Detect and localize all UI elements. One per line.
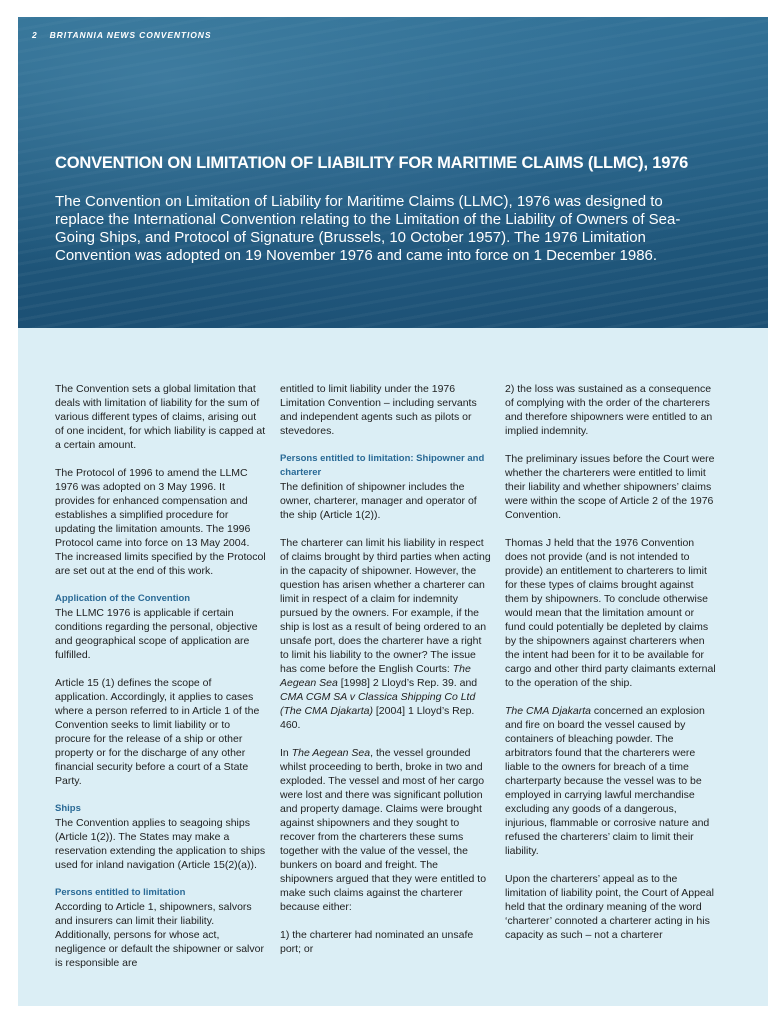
paragraph: The preliminary issues before the Court were whether the charterers were entitled to limit their liability and whether shipowners’ claims were within the scope of Article 2 of the 1976 Convention. — [505, 453, 715, 521]
section-heading: Application of the Convention — [55, 593, 191, 604]
section-heading: Persons entitled to limitation: Shipowner and charterer — [280, 453, 485, 478]
paragraph — [505, 704, 717, 858]
column-3 — [505, 382, 717, 956]
page-number: 2 — [32, 30, 38, 40]
paragraph: The Convention applies to seagoing ships (Article 1(2)). The States may make a reservation extending the application to ships used for inland navigation (Article 15(2)(a)). — [55, 817, 266, 871]
hero-banner — [18, 17, 768, 328]
text-run: In — [280, 747, 292, 759]
text-run: concerned an explosion and fire on board the vessel caused by containers of bleaching powder. The arbitrators found that the charterers were liable to the owners for breach of a time charterparty because the vessel was to be employed in carrying lawful merchandise excluding any goods of a dangerous, injurious, flammable or corrosive nature and refused the charterers’ claim to limit their liability. — [505, 705, 710, 857]
text-run: [2004] 1 Lloyd’s Rep. 460. — [280, 705, 475, 731]
paragraph — [280, 536, 492, 732]
text-run: The charterer can limit his liability in respect of claims brought by third parties when acting in the capacity of shipowner. However, the question has arisen whether a charterer can limit in respect of a claim for indemnity pursued by the owners. For example, if the ship is lost as a result of being ordered to an unsafe port, does the charterer have a right to limit his liability to the owner? The issue has come before the English Courts: — [280, 537, 491, 675]
paragraph: The Convention sets a global limitation that deals with limitation of liability for the sum of various different types of claims, arising out of one incident, for which liability is capped at a certain amount. — [55, 383, 266, 451]
article-body — [18, 328, 768, 1006]
article-title: CONVENTION ON LIMITATION OF LIABILITY FOR MARITIME CLAIMS (LLMC), 1976 — [55, 154, 689, 172]
case-name: The Aegean Sea — [291, 747, 371, 759]
section-heading: Ships — [55, 803, 81, 814]
column-1 — [55, 382, 267, 984]
paragraph: The LLMC 1976 is applicable if certain conditions regarding the personal, objective and geographical scope of application are fulfilled. — [55, 607, 258, 661]
paragraph: entitled to limit liability under the 1976 Limitation Convention – including servants and independent agents such as pilots or stevedores. — [280, 383, 477, 437]
paragraph: Upon the charterers’ appeal as to the limitation of liability point, the Court of Appeal held that the ordinary meaning of the word ‘charterer’ connoted a charterer acting in his capacity as such – not a charterer — [505, 873, 714, 941]
running-title: BRITANNIA NEWS CONVENTIONS — [49, 30, 212, 40]
case-name: CMA CGM SA v Classica Shipping Co Ltd (The CMA Djakarta) — [280, 691, 476, 717]
section-heading: Persons entitled to limitation — [55, 887, 186, 898]
text-run: [1998] 2 Lloyd’s Rep. 39. and — [337, 677, 478, 689]
running-header — [32, 30, 211, 40]
paragraph: 2) the loss was sustained as a consequence of complying with the order of the charterers and therefore shipowners were entitled to an implied indemnity. — [505, 383, 713, 437]
paragraph — [280, 746, 492, 914]
paragraph: Thomas J held that the 1976 Convention does not provide (and is not intended to provide) an entitlement to charterers to limit for these types of claims brought against them by shipowners. To conclude otherwise would mean that the limitation amount or fund could potentially be depleted by claims by the shipowners against charterers when the intent had been for it to be available for cargo and other third party claimants external to the operation of the ship. — [505, 537, 716, 689]
article-intro: The Convention on Limitation of Liability for Maritime Claims (LLMC), 1976 was designed to replace the International Convention relating to the Limitation of the Liability of Owners of Sea-Going Ships, and Protocol of Signature (Brussels, 10 October 1957). The 1976 Limitation Convention was adopted on 19 November 1976 and came into force on 1 December 1986. — [55, 193, 681, 264]
text-run: , the vessel grounded whilst proceeding to berth, broke in two and exploded. The vessel and most of her cargo were lost and there was significant pollution and property damage. Claims were brought against shipowners and they sought to recover from the charterers these sums together with the value of the vessel, the bunkers on board and freight. The shipowners argued that they were entitled to make such claims against the charterer because either: — [280, 747, 487, 913]
column-2 — [280, 382, 492, 970]
case-name: The CMA Djakarta — [505, 705, 591, 717]
paragraph: The definition of shipowner includes the owner, charterer, manager and operator of the ship (Article 1(2)). — [280, 481, 477, 521]
paragraph: The Protocol of 1996 to amend the LLMC 1976 was adopted on 3 May 1996. It provides for enhanced compensation and establishes a simplified procedure for updating the limitation amounts. The 1996 Protocol came into force on 13 May 2004. The increased limits specified by the Protocol are set out at the end of this work. — [55, 467, 266, 577]
paragraph: Article 15 (1) defines the scope of application. Accordingly, it applies to cases where a person referred to in Article 1 of the Convention seeks to limit liability or to procure for the release of a ship or other property or for the discharge of any other financial security before a court of a State Party. — [55, 677, 260, 787]
case-name: The Aegean Sea — [280, 663, 471, 689]
paragraph: According to Article 1, shipowners, salvors and insurers can limit their liability. Additionally, persons for whose act, negligence or default the shipowner or salvor is responsible are — [55, 901, 264, 969]
paragraph: 1) the charterer had nominated an unsafe port; or — [280, 929, 474, 955]
